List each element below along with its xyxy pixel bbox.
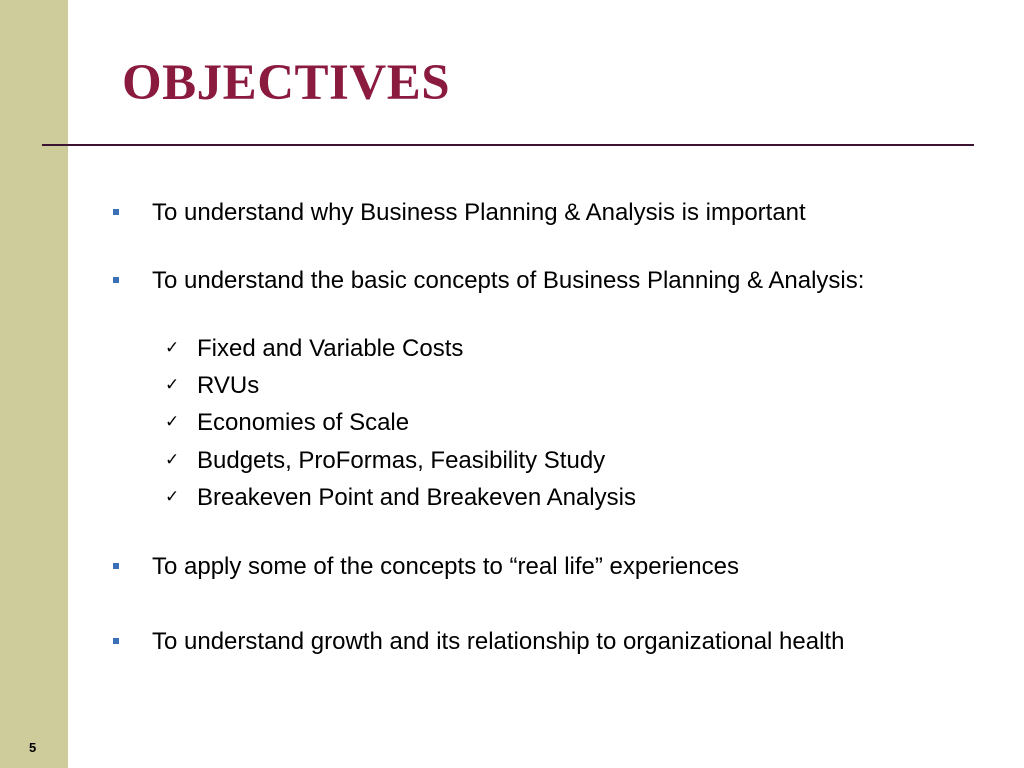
sub-item-text: Fixed and Variable Costs	[197, 335, 464, 362]
page-number: 5	[29, 740, 37, 755]
sub-item-text: Breakeven Point and Breakeven Analysis	[197, 484, 636, 511]
bullet-text: To understand why Business Planning & Analysis is important	[152, 199, 806, 226]
check-icon: ✓	[165, 375, 180, 394]
check-icon: ✓	[165, 412, 180, 431]
slide-title: OBJECTIVES	[122, 55, 451, 111]
check-icon: ✓	[165, 487, 180, 506]
check-icon: ✓	[165, 338, 180, 357]
bullet-text: To understand growth and its relationship to organizational health	[152, 628, 845, 655]
check-icon: ✓	[165, 450, 180, 469]
bullet-text: To apply some of the concepts to “real life” experiences	[152, 553, 739, 580]
sub-item-text: Budgets, ProFormas, Feasibility Study	[197, 447, 606, 474]
square-bullet-icon	[113, 563, 119, 569]
square-bullet-icon	[113, 277, 119, 283]
bullet-text: To understand the basic concepts of Business Planning & Analysis:	[152, 267, 865, 294]
sub-item-text: RVUs	[197, 372, 260, 399]
sub-item-text: Economies of Scale	[197, 409, 410, 436]
square-bullet-icon	[113, 209, 119, 215]
square-bullet-icon	[113, 638, 119, 644]
